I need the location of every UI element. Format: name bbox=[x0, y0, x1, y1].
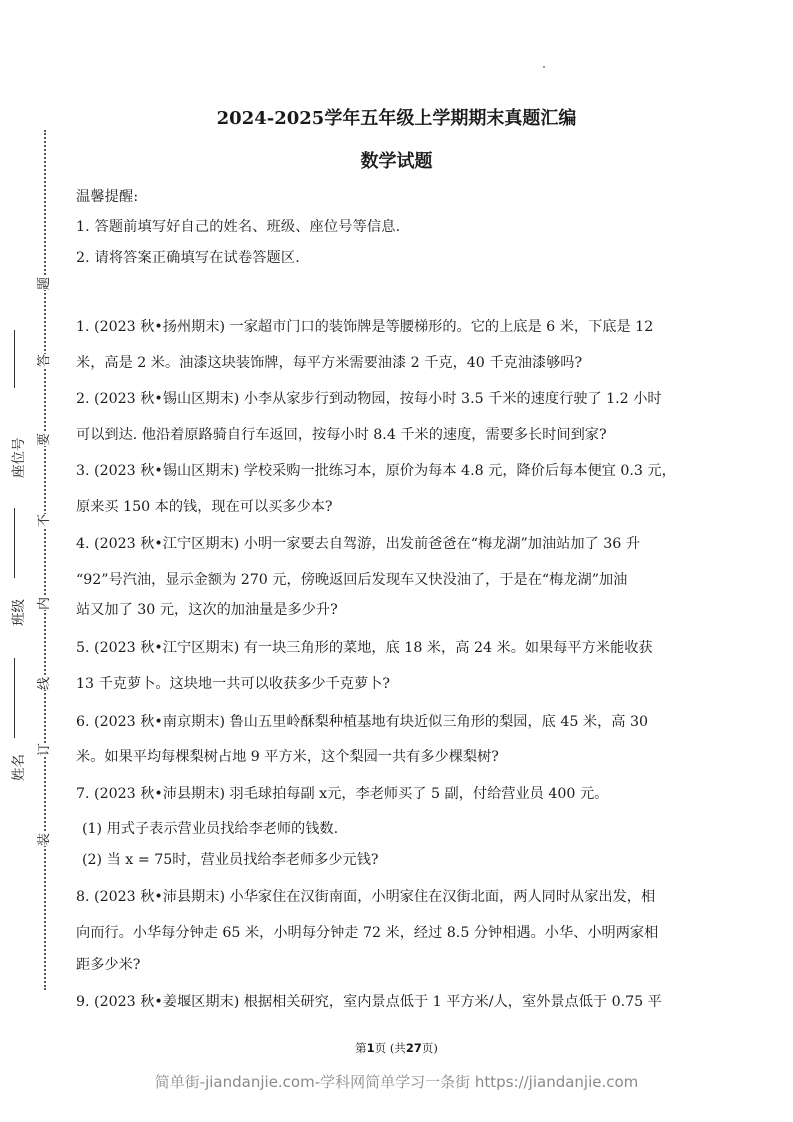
tip-item: 1. 答题前填写好自己的姓名、班级、座位号等信息. bbox=[76, 219, 401, 235]
binding-char: 不 bbox=[31, 514, 54, 527]
tip-item: 2. 请将答案正确填写在试卷答题区. bbox=[76, 250, 300, 266]
binding-dotted-line bbox=[44, 130, 46, 990]
site-watermark: 简单街-jiandanjie.com-学科网简单学习一条街 https://jiandanjie.com bbox=[154, 1073, 639, 1091]
class-blank bbox=[14, 508, 15, 578]
sub-question: (1) 用式子表示营业员找给李老师的钱数. bbox=[82, 821, 339, 837]
question-line: 9. (2023 秋•姜堰区期末) 根据相关研究，室内景点低于 1 平方米/人，室外景点低于 0.75 平 bbox=[76, 994, 662, 1010]
page-footer bbox=[0, 1040, 793, 1056]
tips-heading: 温馨提醒: bbox=[76, 189, 139, 205]
question-line: 可以到达. 他沿着原路骑自行车返回，按每小时 8.4 千米的速度，需要多长时间到家? bbox=[76, 427, 607, 443]
question-line: 6. (2023 秋•南京期末) 鲁山五里岭酥梨种植基地有块近似三角形的梨园，底 45 米，高 30 bbox=[76, 714, 649, 730]
footer-prefix: 第 bbox=[355, 1041, 367, 1055]
footer-total-pages: 27 bbox=[405, 1041, 422, 1055]
binding-char: 内 bbox=[31, 597, 54, 610]
seat-blank bbox=[14, 330, 15, 388]
sub-question: (2) 当 x = 75时，营业员找给李老师多少元钱? bbox=[82, 852, 379, 868]
footer-suffix: 页) bbox=[421, 1041, 438, 1055]
name-label: 姓名 bbox=[11, 754, 27, 781]
question-line: 13 千克萝卜。这块地一共可以收获多少千克萝卜? bbox=[76, 676, 390, 692]
question-line: 7. (2023 秋•沛县期末) 羽毛球拍每副 x元，李老师买了 5 副，付给营业员 400 元。 bbox=[76, 786, 609, 802]
binding-char: 装 bbox=[31, 833, 54, 846]
question-line: 站又加了 30 元，这次的加油量是多少升? bbox=[76, 602, 338, 618]
question-line: 8. (2023 秋•沛县期末) 小华家住在汉街南面，小明家住在汉街北面，两人同时从家出发，相 bbox=[76, 889, 656, 905]
footer-page-number: 1 bbox=[366, 1041, 375, 1055]
page-title: 2024-2025学年五年级上学期期末真题汇编 bbox=[216, 108, 577, 129]
question-line: 3. (2023 秋•锡山区期末) 学校采购一批练习本，原价为每本 4.8 元，降价后每本便宜 0.3 元， bbox=[76, 463, 676, 479]
question-line: 米。如果平均每棵梨树占地 9 平方米，这个梨园一共有多少棵梨树? bbox=[76, 749, 499, 765]
question-line: 米，高是 2 米。油漆这块装饰牌，每平方米需要油漆 2 千克，40 千克油漆够吗? bbox=[76, 355, 583, 371]
footer-middle: 页 (共 bbox=[374, 1041, 406, 1055]
class-label: 班级 bbox=[11, 599, 27, 626]
page-subtitle: 数学试题 bbox=[360, 151, 433, 172]
seat-label: 座位号 bbox=[11, 437, 27, 478]
question-line: 4. (2023 秋•江宁区期末) 小明一家要去自驾游，出发前爸爸在“梅龙湖”加油站加了 36 升 bbox=[76, 536, 641, 552]
question-line: 距多少米? bbox=[76, 957, 141, 973]
stray-dot bbox=[543, 66, 545, 68]
name-blank bbox=[14, 658, 15, 738]
binding-char: 订 bbox=[31, 743, 54, 756]
binding-char: 要 bbox=[31, 433, 54, 446]
question-line: 1. (2023 秋•扬州期末) 一家超市门口的装饰牌是等腰梯形的。它的上底是 6 米，下底是 12 bbox=[76, 319, 654, 335]
question-line: 2. (2023 秋•锡山区期末) 小李从家步行到动物园，按每小时 3.5 千米的速度行驶了 1.2 小时 bbox=[76, 391, 662, 407]
question-line: 向而行。小华每分钟走 65 米，小明每分钟走 72 米，经过 8.5 分钟相遇。小华、小明两家相 bbox=[76, 925, 659, 941]
binding-char: 题 bbox=[31, 277, 54, 290]
binding-char: 答 bbox=[31, 354, 54, 367]
question-line: 原来买 150 本的钱，现在可以买多少本? bbox=[76, 499, 333, 515]
binding-char: 线 bbox=[31, 677, 54, 690]
question-line: 5. (2023 秋•江宁区期末) 有一块三角形的菜地，底 18 米，高 24 米。如果每平方米能收获 bbox=[76, 640, 653, 656]
question-line: “92”号汽油，显示金额为 270 元，傍晚返回后发现车又快没油了，于是在“梅龙湖”加油 bbox=[76, 572, 628, 588]
